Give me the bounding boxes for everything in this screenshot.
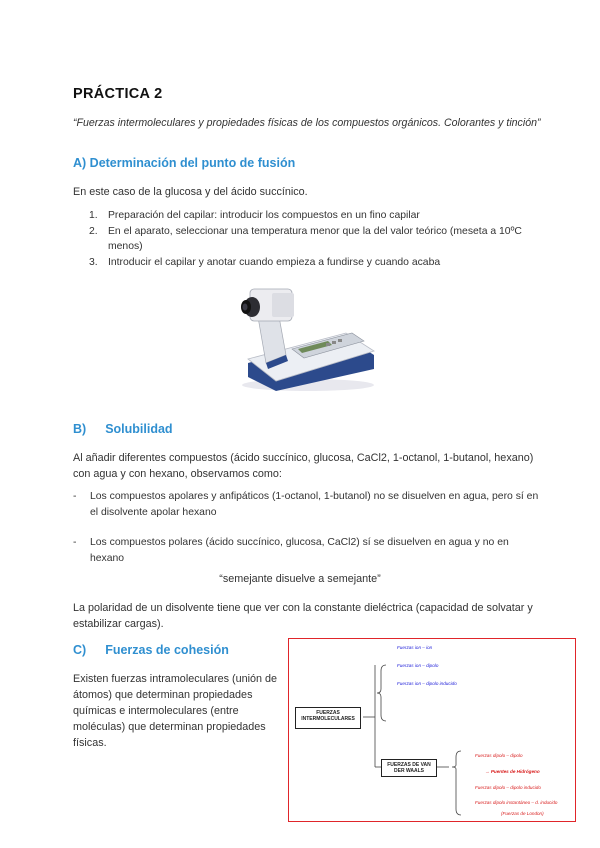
ion-ion-label: Fuerzas ion – ion [397, 645, 433, 650]
root-node: FUERZAS INTERMOLECULARES [295, 707, 361, 729]
section-a-intro: En este caso de la glucosa y del ácido succínico. [73, 186, 308, 198]
london-label: Fuerzas dipolo instantáneo – d. inducido [475, 800, 558, 805]
hydrogen-bonds-label: → Puentes de Hidrógeno [485, 769, 540, 774]
quote: “semejante disuelve a semejante” [219, 573, 381, 585]
section-b-closing: La polaridad de un disolvente tiene que ver con la constante dieléctrica (capacidad de solvatar y estabilizar cargas). [73, 602, 533, 630]
van-der-waals-node: FUERZAS DE VAN DER WAALS [381, 759, 437, 777]
practice-subtitle: “Fuerzas intermoleculares y propiedades físicas de los compuestos orgánicos. Colorantes y tinción” [73, 117, 541, 129]
list-item: 1. Preparación del capilar: introducir los compuestos en un fino capilar [89, 210, 420, 221]
steps-list [73, 208, 543, 271]
list-item: - Los compuestos apolares y anfipáticos (1-octanol, 1-butanol) no se disuelven en agua, pero sí en el disolvente apolar hexano [73, 491, 539, 518]
ion-induced-dipole-label: Fuerzas ion – dipolo inducido [397, 681, 457, 686]
melting-point-apparatus-image [228, 285, 376, 393]
ion-dipole-label: Fuerzas ion – dipolo [397, 663, 439, 668]
dipole-induced-label: Fuerzas dipolo – dipolo inducido [475, 785, 541, 790]
london-forces-label: (Fuerzas de London) [501, 811, 544, 816]
list-item: 3. Introducir el capilar y anotar cuando empieza a fundirse y cuando acaba [89, 257, 441, 268]
section-c-heading: C) Fuerzas de cohesión [73, 643, 229, 657]
page-title: PRÁCTICA 2 [73, 86, 163, 102]
section-b-heading: B) Solubilidad [73, 422, 173, 436]
list-item: - Los compuestos polares (ácido succínico, glucosa, CaCl2) sí se disuelven en agua y no en hexano [73, 537, 509, 564]
section-a-heading: A) Determinación del punto de fusión [73, 156, 296, 170]
solubility-bullets [73, 489, 543, 581]
intermolecular-forces-diagram [288, 638, 576, 822]
list-item: 2. En el aparato, seleccionar una temperatura menor que la del valor teórico (meseta a 10ºC menos) [89, 226, 522, 252]
dipole-dipole-label: Fuerzas dipolo – dipolo [475, 753, 523, 758]
section-b-intro: Al añadir diferentes compuestos (ácido succínico, glucosa, CaCl2, 1-octanol, 1-butanol, hexano) con agua y con hexano, observamos como: [73, 452, 534, 480]
section-c-body: Existen fuerzas intramoleculares (unión de átomos) que determinan propiedades químicas e intermoleculares (entre moléculas) que determinan propiedades físicas. [73, 673, 278, 749]
